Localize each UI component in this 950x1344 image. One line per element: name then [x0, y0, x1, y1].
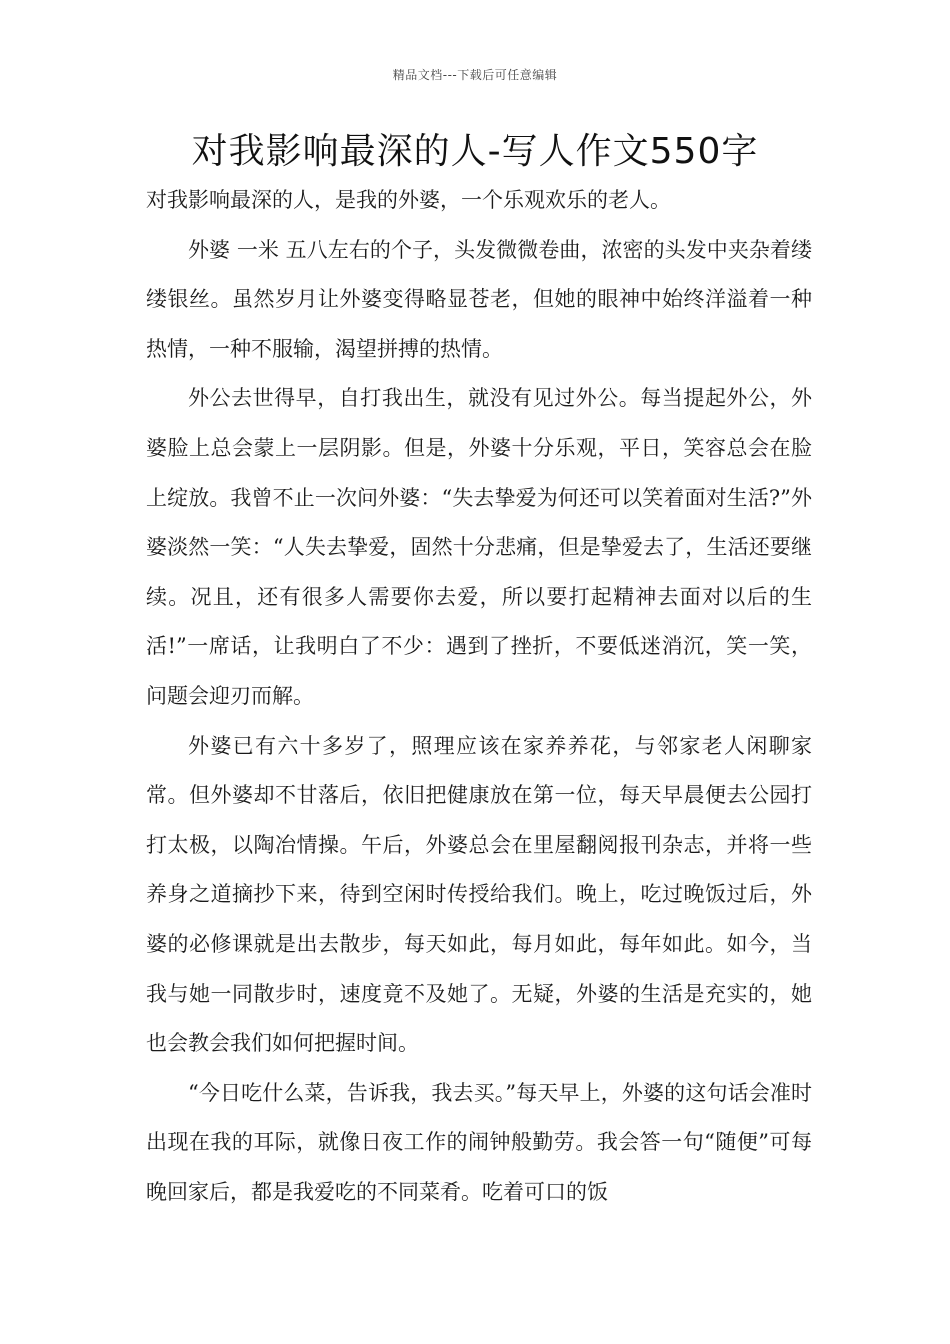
- paragraph-daily-life: 外婆已有六十多岁了，照理应该在家养养花，与邻家老人闲聊家常。但外婆却不甘落后，依旧把健康放在第一位，每天早晨便去公园打打太极，以陶冶情操。午后，外婆总会在里屋翻阅报刊杂志，并将一些养身之道摘抄下来，待到空闲时传授给我们。晚上，吃过晚饭过后，外婆的必修课就是出去散步，每天如此，每月如此，每年如此。如今，当我与她一同散步时，速度竟不及她了。无疑，外婆的生活是充实的，她也会教会我们如何把握时间。: [146, 733, 812, 1056]
- paragraph-optimism: 外公去世得早，自打我出生，就没有见过外公。每当提起外公，外婆脸上总会蒙上一层阴影。但是，外婆十分乐观，平日，笑容总会在脸上绽放。我曾不止一次问外婆：“失去挚爱为何还可以笑着面对生活?”外婆淡然一笑：“人失去挚爱，固然十分悲痛，但是挚爱去了，生活还要继续。况且，还有很多人需要你去爱，所以要打起精神去面对以后的生活!”一席话，让我明白了不少：遇到了挫折，不要低迷消沉，笑一笑，问题会迎刃而解。: [146, 386, 812, 708]
- paragraph-intro: 对我影响最深的人，是我的外婆，一个乐观欢乐的老人。: [146, 188, 671, 212]
- page-header-note: 精品文档---下载后可任意编辑: [392, 68, 558, 82]
- document-title: 对我影响最深的人-写人作文550字: [191, 131, 759, 172]
- paragraph-appearance: 外婆 一米 五八左右的个子，头发微微卷曲，浓密的头发中夹杂着缕缕银丝。虽然岁月让外婆变得略显苍老，但她的眼神中始终洋溢着一种热情，一种不服输，渴望拼搏的热情。: [146, 237, 812, 361]
- document-body: [146, 176, 812, 1217]
- paragraph-meals: “今日吃什么菜，告诉我，我去买。”每天早上，外婆的这句话会准时出现在我的耳际，就像日夜工作的闹钟般勤劳。我会答一句“随便”可每晚回家后，都是我爱吃的不同菜肴。吃着可口的饭: [146, 1080, 812, 1204]
